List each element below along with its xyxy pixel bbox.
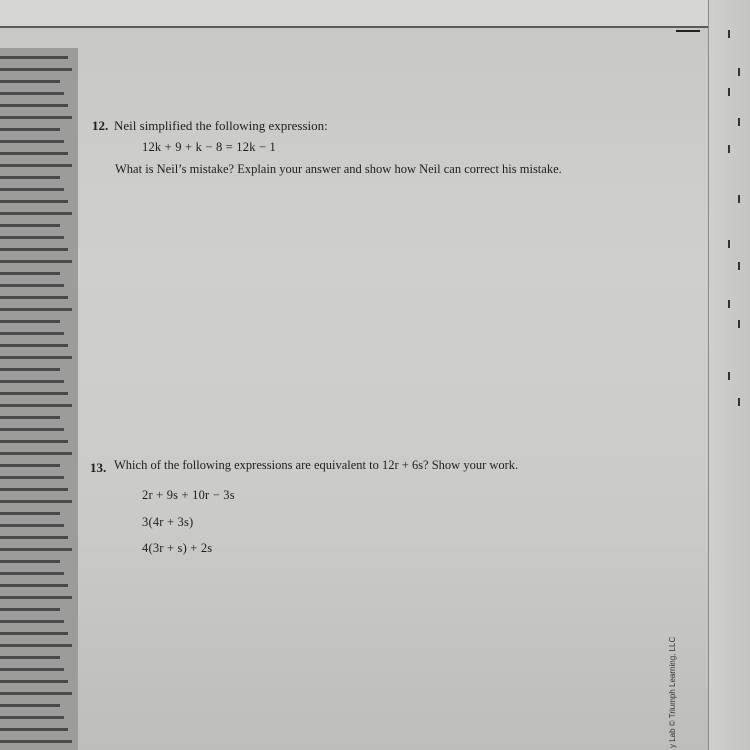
question-13-option: 4(3r + s) + 2s: [142, 541, 213, 555]
stacked-sheet-edge: [0, 224, 60, 227]
margin-tick-mark: [738, 320, 740, 328]
stacked-sheet-edge: [0, 308, 72, 311]
margin-tick-mark: [728, 240, 730, 248]
stacked-sheet-edge: [0, 596, 72, 599]
stacked-sheet-edge: [0, 512, 60, 515]
stacked-sheet-edge: [0, 380, 64, 383]
stacked-sheet-edge: [0, 464, 60, 467]
stacked-sheet-edge: [0, 104, 68, 107]
question-12-question: What is Neil’s mistake? Explain your answer and show how Neil can correct his mistake.: [115, 162, 562, 176]
question-12-prompt: Neil simplified the following expression:: [114, 118, 328, 133]
question-13-option: 2r + 9s + 10r − 3s: [142, 488, 235, 502]
stacked-sheet-edge: [0, 716, 64, 719]
stacked-sheet-edge: [0, 680, 68, 683]
stacked-sheet-edge: [0, 332, 64, 335]
stacked-sheet-edge: [0, 692, 72, 695]
stacked-sheet-edge: [0, 656, 60, 659]
question-12-expression: 12k + 9 + k − 8 = 12k − 1: [142, 140, 276, 154]
stacked-sheet-edge: [0, 644, 72, 647]
question-13-number: 13.: [90, 460, 107, 475]
stacked-sheet-edge: [0, 560, 60, 563]
copyright-notice: y Lab © Triumph Learning, LLC: [668, 636, 677, 748]
stacked-sheet-edge: [0, 260, 72, 263]
margin-mark: [676, 30, 700, 32]
top-page-edge: [0, 0, 750, 28]
stacked-sheet-edge: [0, 632, 68, 635]
stacked-sheet-edge: [0, 440, 68, 443]
stacked-sheet-edge: [0, 80, 60, 83]
margin-tick-mark: [728, 145, 730, 153]
margin-tick-mark: [738, 262, 740, 270]
stacked-sheet-edge: [0, 296, 68, 299]
stacked-sheet-edge: [0, 284, 64, 287]
stacked-sheet-edge: [0, 584, 68, 587]
stacked-sheet-edge: [0, 212, 72, 215]
margin-tick-mark: [728, 372, 730, 380]
stacked-sheet-edge: [0, 368, 60, 371]
stacked-sheet-edge: [0, 56, 68, 59]
stacked-sheet-edge: [0, 68, 72, 71]
margin-tick-mark: [738, 68, 740, 76]
stacked-sheet-edge: [0, 608, 60, 611]
stacked-sheet-edge: [0, 92, 64, 95]
stacked-sheet-edge: [0, 392, 68, 395]
margin-tick-mark: [738, 195, 740, 203]
question-12-number: 12.: [92, 118, 109, 133]
stacked-sheet-edge: [0, 176, 60, 179]
stacked-sheet-edge: [0, 668, 64, 671]
stacked-sheet-edge: [0, 572, 64, 575]
question-13-option: 3(4r + 3s): [142, 515, 194, 529]
stacked-sheet-edge: [0, 728, 68, 731]
stacked-sheet-edge: [0, 416, 60, 419]
stacked-sheet-edge: [0, 548, 72, 551]
stacked-sheet-edge: [0, 116, 72, 119]
stacked-sheet-edge: [0, 320, 60, 323]
stacked-sheet-edge: [0, 524, 64, 527]
stacked-sheet-edge: [0, 428, 64, 431]
stacked-sheet-edge: [0, 128, 60, 131]
stacked-sheet-edge: [0, 188, 64, 191]
stacked-sheet-edge: [0, 704, 60, 707]
stacked-sheet-edge: [0, 620, 64, 623]
stacked-sheet-edge: [0, 740, 72, 743]
margin-tick-mark: [738, 118, 740, 126]
margin-tick-mark: [728, 300, 730, 308]
margin-tick-mark: [728, 30, 730, 38]
stacked-sheet-edge: [0, 344, 68, 347]
stacked-sheet-edge: [0, 500, 72, 503]
stacked-sheet-edge: [0, 152, 68, 155]
question-13-prompt: Which of the following expressions are equivalent to 12r + 6s? Show your work.: [114, 458, 519, 472]
margin-tick-mark: [728, 88, 730, 96]
stacked-sheet-edge: [0, 476, 64, 479]
stacked-sheet-edge: [0, 356, 72, 359]
stacked-sheet-edge: [0, 404, 72, 407]
stacked-sheet-edge: [0, 248, 68, 251]
stacked-sheet-edge: [0, 164, 72, 167]
stacked-sheet-edge: [0, 236, 64, 239]
stacked-sheet-edge: [0, 536, 68, 539]
stacked-sheet-edge: [0, 452, 72, 455]
margin-tick-mark: [738, 398, 740, 406]
stacked-sheet-edge: [0, 200, 68, 203]
stacked-sheet-edge: [0, 488, 68, 491]
stacked-sheet-edge: [0, 140, 64, 143]
stacked-sheet-edge: [0, 272, 60, 275]
